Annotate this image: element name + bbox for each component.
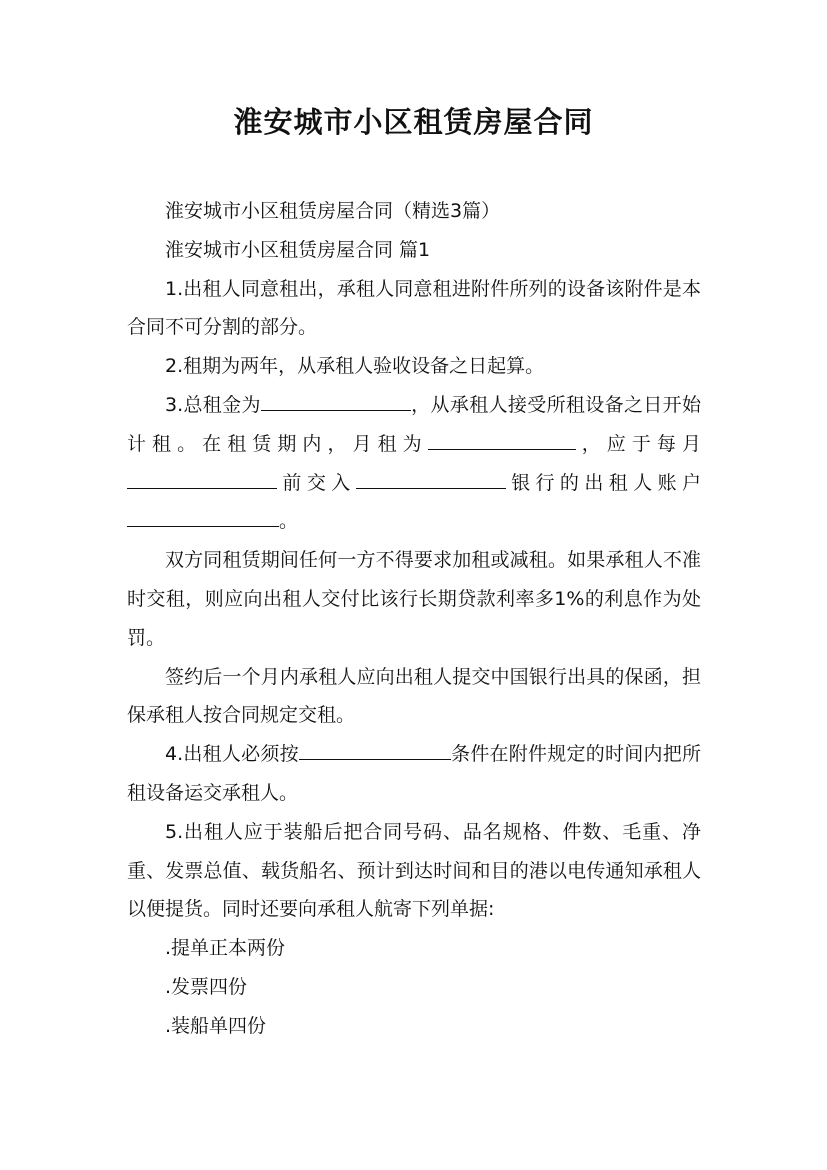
- document-body: [127, 192, 701, 1046]
- clause-3-text-e: 银行的出租人账户: [505, 471, 701, 494]
- clause-3-text-a: 3.总租金为: [165, 393, 261, 416]
- clause-3-text-f: 。: [279, 510, 299, 533]
- monthly-rent-blank: [428, 431, 576, 450]
- delivery-terms-blank: [299, 741, 451, 760]
- clause-4-text-a: 4.出租人必须按: [165, 743, 299, 766]
- clause-4: [127, 735, 701, 813]
- clause-3-text-b: ，从承租人接受所租设备之日开始计租。在租赁期内，月租为: [127, 393, 701, 455]
- total-rent-blank: [261, 392, 411, 411]
- penalty-paragraph: 双方同租赁期间任何一方不得要求加租或减租。如果承租人不准时交租，则应向出租人交付比该行长期贷款利率多1%的利息作为处罚。: [127, 549, 701, 649]
- document-subtitle: 淮安城市小区租赁房屋合同（精选3篇）: [165, 200, 501, 222]
- section-heading: 淮安城市小区租赁房屋合同 篇1: [165, 238, 431, 261]
- clause-3-text-c: ，应于每月: [575, 432, 701, 455]
- clause-4-text-b: 条件在附件规定的时间内把所租设备运交承租人。: [127, 743, 701, 804]
- bank-name-blank: [356, 470, 506, 489]
- clause-2: 2.租期为两年，从承租人验收设备之日起算。: [165, 355, 545, 378]
- payment-date-blank: [127, 470, 277, 489]
- guarantee-paragraph: 签约后一个月内承租人应向出租人提交中国银行出具的保函，担保承租人按合同规定交租。: [127, 665, 701, 727]
- clause-5: 5.出租人应于装船后把合同号码、品名规格、件数、毛重、净重、发票总值、载货船名、预计到达时间和目的港以电传通知承租人以便提货。同时还要向承租人航寄下列单据:: [127, 820, 701, 921]
- list-item: .装船单四份: [165, 1014, 267, 1037]
- list-item: .提单正本两份: [165, 937, 286, 960]
- clause-3: [127, 386, 701, 541]
- clause-3-text-d: 前交入: [277, 471, 356, 494]
- list-item: .发票四份: [165, 975, 248, 998]
- document-title: 淮安城市小区租赁房屋合同: [233, 105, 594, 139]
- clause-1: 1.出租人同意租出，承租人同意租进附件所列的设备该附件是本合同不可分割的部分。: [127, 277, 701, 339]
- account-number-blank: [127, 508, 279, 527]
